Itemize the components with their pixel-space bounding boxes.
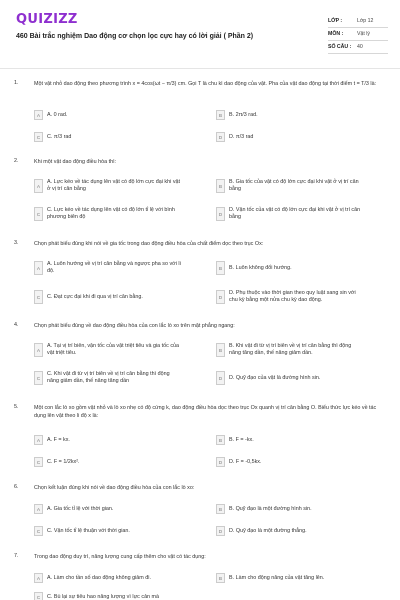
- option-text: D. Vận tốc của vật có độ lớn cực đại khi vật ở vị trí cân bằng: [229, 207, 361, 220]
- option-c[interactable]: [34, 456, 181, 468]
- meta-subject: [328, 28, 388, 41]
- option-a[interactable]: [34, 342, 181, 358]
- option-c[interactable]: [34, 131, 181, 143]
- option-text: B. Khi vật đi từ vị trí biên về vị trí cân bằng thì động năng tăng dần, thế năng giảm dần.: [229, 343, 352, 356]
- option-text: C. Vận tốc tỉ lệ thuận với thời gian.: [47, 527, 130, 534]
- option-c[interactable]: [34, 591, 181, 600]
- option-text: C. F = 1/2kx².: [47, 458, 80, 465]
- option-b[interactable]: [216, 503, 363, 515]
- option-text: C. Bù lại sự tiêu hao năng lượng vì lực cản mà: [47, 593, 160, 600]
- option-text: B. Quỹ đạo là một đường hình sin.: [229, 505, 312, 512]
- option-a[interactable]: [34, 260, 181, 276]
- option-letter: C: [34, 592, 43, 600]
- meta-class-value: Lớp 12: [357, 18, 374, 24]
- option-letter: B: [216, 504, 225, 514]
- option-letter: A: [34, 110, 43, 120]
- option-text: A. Luôn hướng về vị trí cân bằng và ngược pha so với li độ.: [47, 261, 181, 274]
- option-letter: D: [216, 457, 225, 467]
- option-letter: D: [216, 526, 225, 536]
- option-letter: D: [216, 290, 225, 304]
- meta-count: [328, 41, 388, 54]
- option-text: B. Luôn không đổi hướng.: [229, 264, 292, 271]
- meta-subject-label: MÔN :: [328, 31, 344, 37]
- option-c[interactable]: [34, 370, 181, 386]
- question-text: Chọn phát biểu đúng khi nói về gia tốc trong dao động điều hòa của chất điểm dọc theo trục Ox:: [34, 241, 264, 247]
- option-letter: B: [216, 179, 225, 193]
- option-d[interactable]: [216, 370, 363, 386]
- quizizz-logo: QUIZIZZ: [16, 12, 78, 27]
- option-a[interactable]: [34, 503, 181, 515]
- option-text: D. Phụ thuộc vào thời gian theo quy luật sang sin với chu kỳ bằng một nửa chu kỳ dao động.: [229, 290, 356, 303]
- option-letter: C: [34, 526, 43, 536]
- option-text: D. π/3 rad: [229, 133, 254, 140]
- question-text: Chọn kết luận đúng khi nói về dao động điều hòa của con lắc lò xo:: [34, 485, 195, 491]
- option-letter: A: [34, 504, 43, 514]
- option-b[interactable]: [216, 260, 363, 276]
- option-letter: B: [216, 110, 225, 120]
- option-c[interactable]: [34, 289, 181, 305]
- option-c[interactable]: [34, 206, 181, 222]
- question-number: 3.: [14, 240, 19, 246]
- question-number: 1.: [14, 80, 19, 86]
- option-text: D. F = -0,5kx.: [229, 458, 262, 465]
- question-number: 5.: [14, 404, 19, 410]
- option-text: B. F = -kx.: [229, 436, 254, 443]
- meta-subject-value: Vật lý: [357, 31, 370, 37]
- option-text: D. Quỹ đạo là một đường thẳng.: [229, 527, 307, 534]
- option-b[interactable]: [216, 572, 363, 584]
- question-text: Trong dao động duy trì, năng lượng cung cấp thêm cho vật có tác dụng:: [34, 554, 206, 560]
- question-text: Một vật nhỏ dao động theo phương trình x = 4cos(ωt − π/3) cm. Gọi T là chu kì dao động của vật. Pha của vật dao động tại thời điểm t = T/3 là:: [34, 81, 377, 87]
- option-letter: D: [216, 132, 225, 142]
- meta-count-value: 40: [357, 44, 363, 50]
- option-text: A. F = kx.: [47, 436, 70, 443]
- option-letter: C: [34, 371, 43, 385]
- question-number: 2.: [14, 158, 19, 164]
- option-letter: B: [216, 261, 225, 275]
- option-b[interactable]: [216, 109, 363, 121]
- question-number: 6.: [14, 484, 19, 490]
- option-a[interactable]: [34, 109, 181, 121]
- option-letter: C: [34, 290, 43, 304]
- question-number: 7.: [14, 553, 19, 559]
- option-b[interactable]: [216, 342, 363, 358]
- option-d[interactable]: [216, 206, 363, 222]
- option-d[interactable]: [216, 525, 363, 537]
- option-text: C. Khi vật đi từ vị trí biên về vị trí cân bằng thì động năng giảm dần, thế năng tăng dần: [47, 371, 170, 384]
- option-letter: C: [34, 132, 43, 142]
- question-number: 4.: [14, 322, 19, 328]
- option-text: B. Làm cho động năng của vật tăng lên.: [229, 574, 325, 581]
- question-text: Khi một vật dao động điều hòa thì:: [34, 159, 117, 165]
- option-letter: D: [216, 371, 225, 385]
- option-text: A. Gia tốc tỉ lệ với thời gian.: [47, 505, 114, 512]
- option-text: A. 0 rad.: [47, 111, 68, 118]
- option-text: A. Tại vị trí biên, vận tốc của vật triệt tiêu và gia tốc của vật triệt tiêu.: [47, 343, 180, 356]
- option-text: B. Gia tốc của vật có độ lớn cực đại khi vật ở vị trí cân bằng: [229, 179, 359, 192]
- question-text: Một con lắc lò xo gồm vật nhỏ và lò xo nhẹ có độ cứng k, dao động điều hòa dọc theo trục Ox quanh vị trí cân bằng O. Biểu thức lực kéo về tác dụng lên vật theo li độ x là:: [34, 405, 377, 419]
- option-letter: A: [34, 573, 43, 583]
- question-text: Chọn phát biểu đúng về dao động điều hòa của con lắc lò xo trên mặt phẳng ngang:: [34, 323, 235, 329]
- option-letter: B: [216, 435, 225, 445]
- option-b[interactable]: [216, 434, 363, 446]
- option-letter: D: [216, 207, 225, 221]
- option-text: C. Đạt cực đại khi đi qua vị trí cân bằng.: [47, 293, 143, 300]
- option-a[interactable]: [34, 572, 181, 584]
- option-a[interactable]: [34, 178, 181, 194]
- option-text: C. Lực kéo về tác dụng lên vật có độ lớn tỉ lệ với bình phương biên độ: [47, 207, 175, 220]
- option-a[interactable]: [34, 434, 181, 446]
- option-text: A. Lực kéo về tác dụng lên vật có độ lớn cực đại khi vật ở vị trí cân bằng: [47, 179, 181, 192]
- option-d[interactable]: [216, 131, 363, 143]
- option-letter: A: [34, 343, 43, 357]
- option-letter: A: [34, 435, 43, 445]
- document-title: 460 Bài trắc nghiệm Dao động cơ chọn lọc cực hay có lời giải ( Phần 2): [16, 33, 254, 40]
- option-letter: C: [34, 457, 43, 467]
- header-divider: [0, 68, 400, 69]
- option-b[interactable]: [216, 178, 363, 194]
- option-letter: C: [34, 207, 43, 221]
- option-d[interactable]: [216, 289, 363, 305]
- option-c[interactable]: [34, 525, 181, 537]
- option-text: B. 2π/3 rad.: [229, 111, 258, 118]
- option-letter: B: [216, 573, 225, 583]
- document-meta: [328, 15, 388, 54]
- option-letter: A: [34, 261, 43, 275]
- option-text: D. Quỹ đạo của vật là đường hình sin.: [229, 374, 321, 381]
- option-letter: B: [216, 343, 225, 357]
- meta-class-label: LỚP :: [328, 18, 343, 24]
- option-d[interactable]: [216, 456, 363, 468]
- option-text: A. Làm cho tần số dao động không giảm đi.: [47, 574, 151, 581]
- meta-class: [328, 15, 388, 28]
- meta-count-label: SỐ CÂU :: [328, 44, 352, 50]
- option-text: C. π/3 rad: [47, 133, 72, 140]
- option-letter: A: [34, 179, 43, 193]
